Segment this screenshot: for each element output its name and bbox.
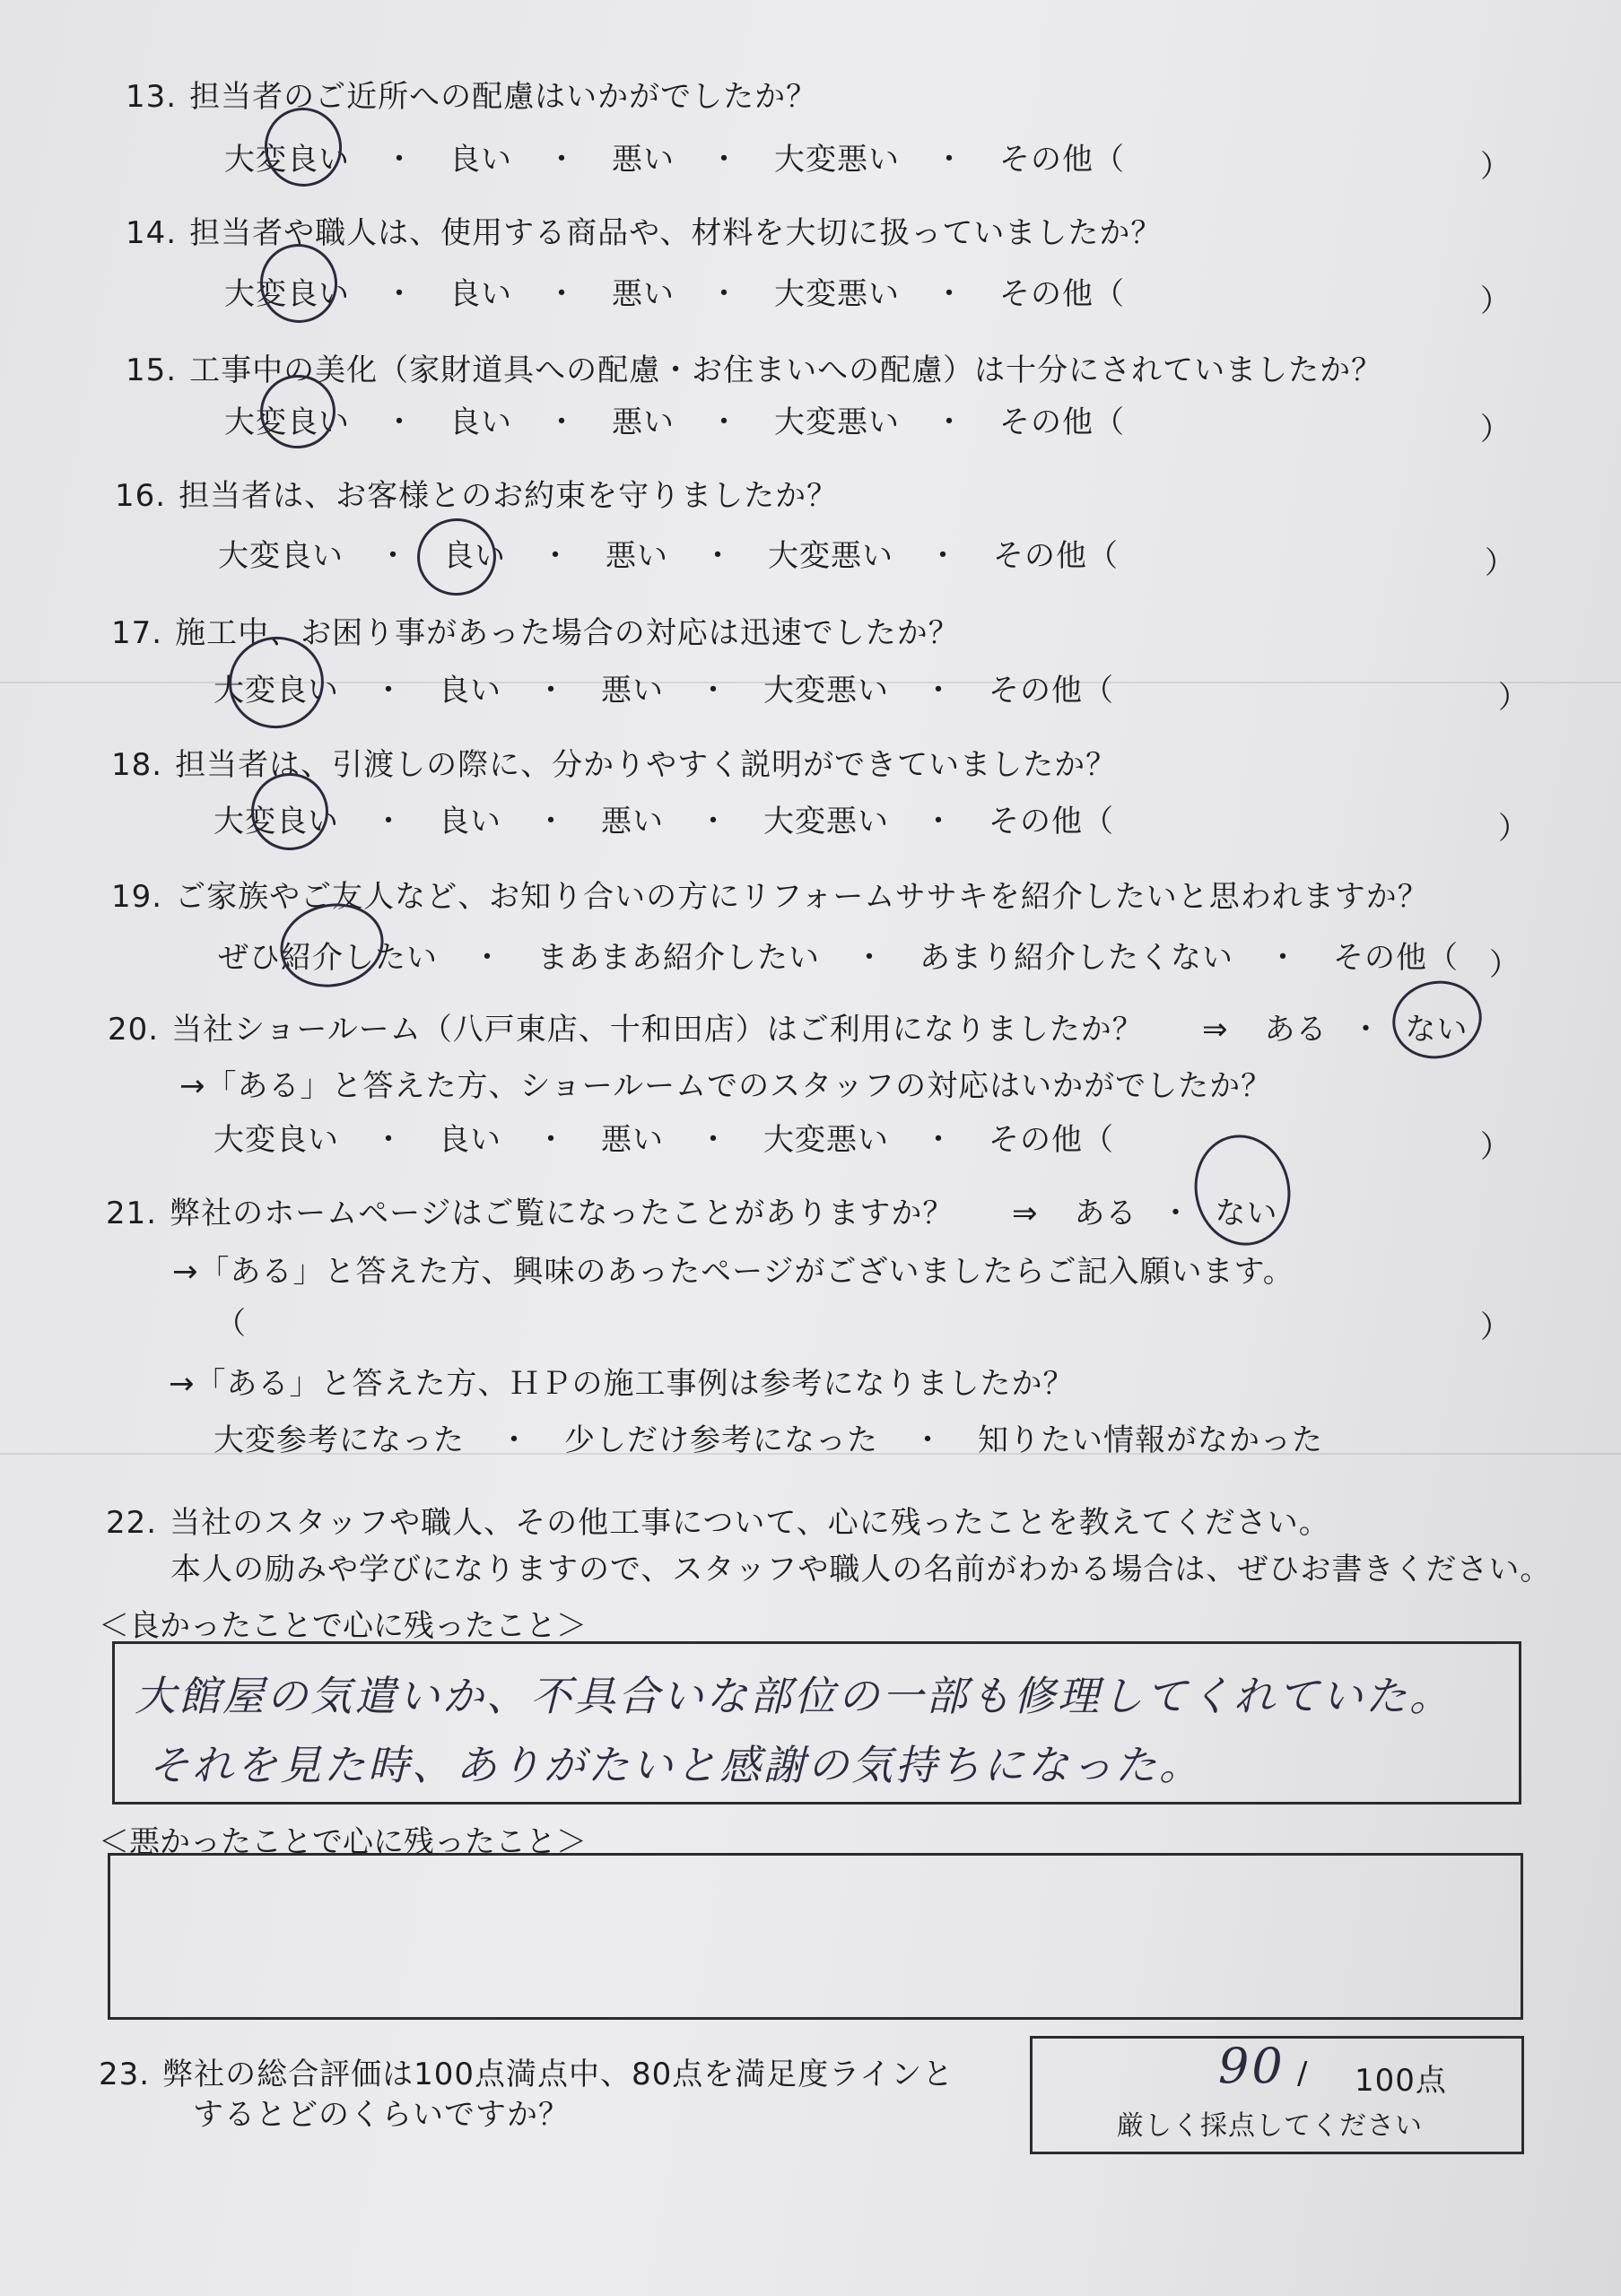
question-23-line2: するとどのくらいですか？ <box>193 2097 570 2133</box>
question-20 <box>108 1004 1144 1048</box>
options-20 <box>214 1115 1114 1159</box>
paren-close: ） <box>1480 283 1511 319</box>
option-bad[interactable]: 悪い <box>606 538 668 574</box>
separator: ・ <box>499 1422 530 1458</box>
question-text: 担当者は、お客様とのお約束を守りましたか？ <box>179 478 839 514</box>
separator: ・ <box>1350 1012 1382 1048</box>
option-very-good[interactable]: 大変良い <box>214 804 339 839</box>
paren-close: ） <box>1480 149 1511 185</box>
separator: ・ <box>536 673 567 709</box>
options-16 <box>218 531 1119 575</box>
separator: ・ <box>698 673 729 709</box>
option-good[interactable]: 良い <box>439 673 501 709</box>
option-good[interactable]: 良い <box>439 1122 501 1158</box>
question-text: 弊社のホームページはご覧になったことがありますか？ <box>170 1196 954 1231</box>
question-17 <box>111 608 960 652</box>
option-very-bad[interactable]: 大変悪い <box>763 804 889 839</box>
option-bad[interactable]: 悪い <box>601 673 664 709</box>
options-21 <box>214 1415 1323 1459</box>
separator: ・ <box>378 538 409 574</box>
question-text: 弊社の総合評価は100点満点中、80点を満足度ラインと <box>162 2057 954 2092</box>
bad-comment-box[interactable] <box>108 1853 1523 2020</box>
option-other[interactable]: その他（ <box>999 404 1125 440</box>
option-other[interactable]: その他（ <box>999 276 1125 312</box>
option-very-good[interactable]: 大変良い <box>224 142 350 178</box>
option-other[interactable]: その他（ <box>1333 940 1459 976</box>
question-21 <box>106 1188 954 1232</box>
option-other[interactable]: その他（ <box>993 538 1119 574</box>
separator: ・ <box>384 276 415 312</box>
separator: ・ <box>923 1122 954 1158</box>
separator: ・ <box>923 673 954 709</box>
options-17 <box>214 665 1114 709</box>
separator: ・ <box>546 404 578 440</box>
separator: ・ <box>702 538 734 574</box>
option-good[interactable]: 良い <box>449 404 512 440</box>
separator: ・ <box>854 940 885 976</box>
option-very-good[interactable]: 大変良い <box>214 1122 339 1158</box>
q20-sub: →「ある」と答えた方、ショールームでのスタッフの対応はいかがでしたか？ <box>179 1068 1273 1104</box>
question-text: 当社ショールーム（八戸東店、十和田店）はご利用になりましたか？ <box>171 1012 1144 1048</box>
question-text: 施工中、お困り事があった場合の対応は迅速でしたか？ <box>175 615 960 651</box>
option-not-helpful[interactable]: 知りたい情報がなかった <box>978 1422 1323 1458</box>
option-good[interactable]: 良い <box>449 142 512 178</box>
question-text: 担当者のご近所への配慮はいかがでしたか？ <box>189 79 818 115</box>
option-other[interactable]: その他（ <box>989 1122 1114 1158</box>
option-other[interactable]: その他（ <box>989 804 1114 839</box>
separator: ・ <box>709 142 740 178</box>
option-very-bad[interactable]: 大変悪い <box>774 276 900 312</box>
separator: ・ <box>709 404 740 440</box>
score-max: 100点 <box>1355 2063 1447 2099</box>
option-very-bad[interactable]: 大変悪い <box>763 1122 889 1158</box>
q21-sub1: →「ある」と答えた方、興味のあったページがございましたらご記入願います。 <box>172 1254 1294 1290</box>
separator: ・ <box>698 804 729 839</box>
paren-close: ） <box>1498 680 1529 716</box>
option-no[interactable]: ない <box>1215 1196 1278 1231</box>
option-bad[interactable]: 悪い <box>612 404 675 440</box>
question-number: 18. <box>111 747 163 783</box>
separator: ・ <box>912 1422 944 1458</box>
option-very-good[interactable]: 大変良い <box>214 673 339 709</box>
good-comment-line2: それを見た時、ありがたいと感謝の気持ちになった。 <box>148 1741 1203 1789</box>
option-other[interactable]: その他（ <box>989 673 1114 709</box>
question-number: 17. <box>111 615 163 651</box>
separator: ・ <box>546 276 578 312</box>
bad-section-label: ＜悪かったことで心に残ったこと＞ <box>99 1824 587 1860</box>
paren-close: ） <box>1480 1129 1511 1165</box>
separator: ・ <box>536 1122 567 1158</box>
question-13 <box>126 72 817 116</box>
separator: ・ <box>373 673 405 709</box>
option-yes[interactable]: ある <box>1264 1012 1328 1048</box>
good-comment-line1: 大館屋の気遣いか、不具合いな部位の一部も修理してくれていた。 <box>135 1672 1453 1720</box>
separator: ・ <box>546 142 578 178</box>
option-bad[interactable]: 悪い <box>612 142 675 178</box>
question-text: ご家族やご友人など、お知り合いの方にリフォームササキを紹介したいと思われますか？ <box>175 879 1429 915</box>
option-very-helpful[interactable]: 大変参考になった <box>214 1422 465 1458</box>
option-somewhat[interactable]: まあまあ紹介したい <box>537 940 820 976</box>
options-14 <box>224 269 1125 313</box>
question-number: 20. <box>108 1012 160 1048</box>
question-number: 23. <box>99 2057 151 2092</box>
separator: ・ <box>540 538 571 574</box>
option-definitely[interactable]: ぜひ紹介したい <box>218 940 438 976</box>
question-18 <box>111 740 1117 784</box>
separator: ・ <box>536 804 567 839</box>
question-19 <box>111 872 1429 916</box>
score-value: 90 <box>1218 2038 1285 2094</box>
option-very-bad[interactable]: 大変悪い <box>774 404 900 440</box>
paren-close: ） <box>1489 947 1520 983</box>
separator: ・ <box>923 804 954 839</box>
option-very-good[interactable]: 大変良い <box>224 404 350 440</box>
option-very-good[interactable]: 大変良い <box>218 538 344 574</box>
paren-close: ） <box>1485 545 1515 581</box>
question-number: 15. <box>126 352 178 388</box>
option-bad[interactable]: 悪い <box>612 276 675 312</box>
option-no[interactable]: ない <box>1405 1012 1468 1048</box>
q21-yes-no <box>1012 1188 1278 1232</box>
options-15 <box>224 397 1125 441</box>
q21-sub2: →「ある」と答えた方、ＨＰの施工事例は参考になりましたか？ <box>169 1366 1075 1402</box>
option-bad[interactable]: 悪い <box>601 804 664 839</box>
option-good[interactable]: 良い <box>449 276 512 312</box>
question-text: 工事中の美化（家財道具への配慮・お住まいへの配慮）は十分にされていましたか？ <box>189 352 1383 388</box>
paren-close: ） <box>1480 1309 1511 1345</box>
paren-close: ） <box>1498 811 1529 847</box>
question-23 <box>99 2049 954 2093</box>
option-other[interactable]: その他（ <box>999 142 1125 178</box>
question-text: 担当者や職人は、使用する商品や、材料を大切に扱っていましたか？ <box>189 215 1163 251</box>
option-very-bad[interactable]: 大変悪い <box>768 538 893 574</box>
separator: ・ <box>1268 940 1299 976</box>
arrow-icon: ⇒ <box>1012 1196 1039 1231</box>
question-number: 22. <box>106 1505 158 1541</box>
separator: ・ <box>384 404 415 440</box>
question-14 <box>126 208 1162 252</box>
score-note: 厳しく採点してください <box>1117 2110 1423 2142</box>
question-number: 19. <box>111 879 163 915</box>
separator: ・ <box>373 1122 405 1158</box>
good-section-label: ＜良かったことで心に残ったこと＞ <box>99 1608 587 1644</box>
separator: ・ <box>709 276 740 312</box>
arrow-icon: ⇒ <box>1202 1012 1229 1048</box>
question-16 <box>115 471 838 515</box>
question-number: 21. <box>106 1196 158 1231</box>
separator: ・ <box>373 804 405 839</box>
option-very-bad[interactable]: 大変悪い <box>763 673 889 709</box>
option-yes[interactable]: ある <box>1074 1196 1137 1231</box>
option-good[interactable]: 良い <box>439 804 501 839</box>
option-bad[interactable]: 悪い <box>601 1122 664 1158</box>
question-number: 16. <box>115 478 167 514</box>
options-19 <box>218 933 1459 977</box>
q21-open-paren: （ <box>215 1306 247 1342</box>
question-number: 13. <box>126 79 178 115</box>
option-very-bad[interactable]: 大変悪い <box>774 142 900 178</box>
paren-close: ） <box>1480 412 1511 448</box>
separator: ・ <box>928 538 959 574</box>
separator: ・ <box>472 940 503 976</box>
separator: ・ <box>698 1122 729 1158</box>
question-22 <box>106 1498 1330 1542</box>
options-18 <box>214 796 1114 840</box>
separator: ・ <box>384 142 415 178</box>
option-not-really[interactable]: あまり紹介したくない <box>919 940 1233 976</box>
q20-yes-no <box>1202 1004 1468 1048</box>
separator: ・ <box>934 276 965 312</box>
separator: ・ <box>934 142 965 178</box>
question-number: 14. <box>126 215 178 251</box>
options-13 <box>224 135 1125 178</box>
option-slightly-helpful[interactable]: 少しだけ参考になった <box>564 1422 878 1458</box>
question-22-line2: 本人の励みや学びになりますので、スタッフや職人の名前がわかる場合は、ぜひお書きください。 <box>170 1552 1552 1587</box>
score-slash: / <box>1297 2056 1309 2092</box>
separator: ・ <box>934 404 965 440</box>
option-very-good[interactable]: 大変良い <box>224 276 350 312</box>
option-good[interactable]: 良い <box>443 538 506 574</box>
question-15 <box>126 345 1382 389</box>
separator: ・ <box>1160 1196 1192 1231</box>
question-text: 当社のスタッフや職人、その他工事について、心に残ったことを教えてください。 <box>170 1505 1330 1541</box>
question-text: 担当者は、引渡しの際に、分かりやすく説明ができていましたか？ <box>175 747 1118 783</box>
